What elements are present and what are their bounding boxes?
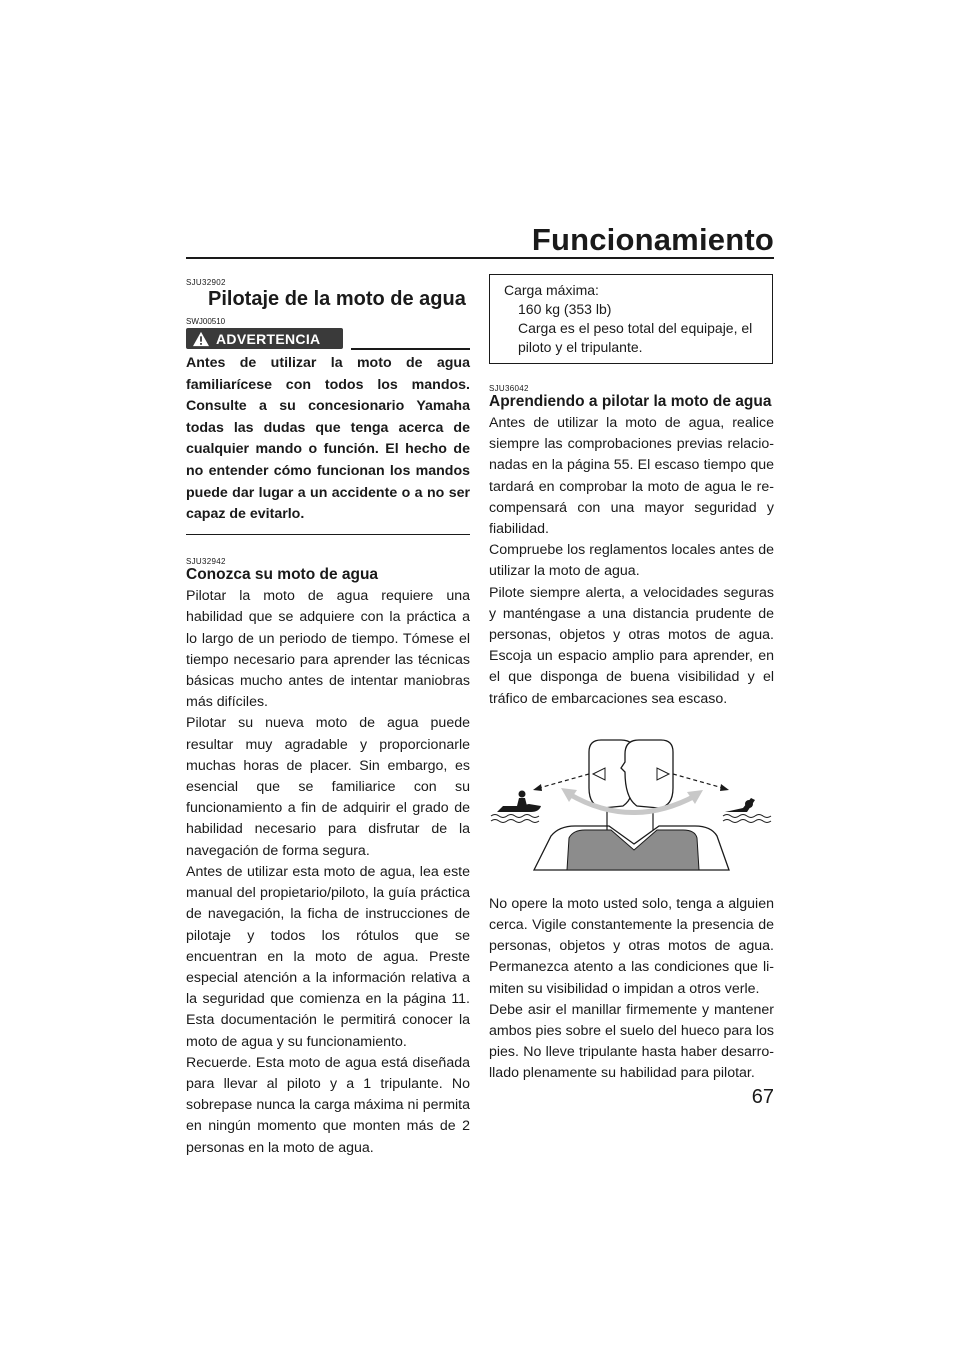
- left-column: [186, 268, 470, 1159]
- arrow-head-right: [720, 784, 729, 791]
- max-load-spec-box: [489, 274, 773, 364]
- warning-bottom-rule: [186, 534, 470, 536]
- paragraph: Pilotar su nueva moto de agua puede resultar muy agradable y proporcionarle muchas horas de placer. Sin embargo, es esencial que se familiarice con su funcionamiento a fin de adquirir el grado de habilidad necesario para disfrutar de la navegación de forma segura.: [186, 715, 470, 859]
- page-number: 67: [751, 1086, 774, 1108]
- warning-triangle-icon: [192, 331, 210, 347]
- life-vest: [567, 830, 699, 870]
- section-title-aprendiendo: Aprendiendo a pilotar la moto de agua: [489, 393, 772, 410]
- section-title-pilotaje: Pilotaje de la moto de agua: [208, 288, 466, 310]
- warning-badge: [186, 328, 343, 349]
- paragraph: Antes de utilizar esta moto de agua, lea este manual del propietario/piloto, la guía práctica de navegación, la ficha de instrucciones de pilotaje y todos los rótulos que se encuentran en la moto de agua. Preste especial atención a la información relativa a la seguridad que comienza en la página 11. Esta documentación le permitirá conocer la moto de agua y su funcionamiento.: [186, 863, 470, 1050]
- warning-top-rule: [351, 348, 470, 350]
- spec-value: 160 kg (353 lb): [518, 301, 612, 317]
- warning-block: [186, 317, 470, 535]
- spec-note: Carga es el peso total del equipaje, el piloto y el tripulante.: [518, 320, 753, 355]
- warning-label: ADVERTENCIA: [216, 330, 321, 347]
- sight-line-left: [539, 774, 589, 788]
- sight-line-right: [673, 774, 723, 788]
- right-column: [489, 268, 774, 1085]
- spec-label: Carga máxima:: [504, 282, 599, 298]
- swimmer-icon: [723, 798, 771, 823]
- paragraph: No opere la moto usted solo, tenga a alguien cerca. Vigile constantemente la presencia de personas, objetos y otras motos de agua. Permanezca atento a las condiciones que limiten su visibilidad o impidan a otros verle.: [489, 895, 774, 997]
- paragraph: Debe asir el manillar firmemente y mantener ambos pies sobre el suelo del hueco para los pies. No lleve tripulante hasta haber desarrollado plenamente su habilidad para pilotar.: [489, 1001, 774, 1082]
- chapter-title: Funcionamiento: [531, 222, 774, 257]
- paragraph: Compruebe los reglamentos locales antes de utilizar la moto de agua.: [489, 542, 774, 580]
- arrow-head-left: [533, 784, 542, 791]
- section-code: SJU32942: [186, 557, 226, 567]
- warning-header: [186, 325, 470, 353]
- section-code: SJU36042: [489, 384, 529, 393]
- header-rule: [186, 257, 774, 259]
- warning-text: Antes de utilizar la moto de agua familiarícese con todos los mandos. Consulte a su concesionario Yamaha todas las dudas que tenga acerca de cualquier mando o función. El hecho de no entender cómo funcionan los mandos puede dar lugar a un accidente o a no ser capaz de evitarlo.: [186, 355, 470, 523]
- watercraft-rider-icon: [491, 790, 541, 822]
- section-title-conozca: Conozca su moto de agua: [186, 566, 379, 584]
- paragraph: Recuerde. Esta moto de agua está diseñada para llevar al piloto y a 1 tripulante. No sobrepase nunca la carga máxima ni permita en ningún momento que monten más de 2 personas en la moto de agua.: [186, 1054, 470, 1156]
- warning-code: SWJ00510: [186, 317, 226, 326]
- paragraph: Pilote siempre alerta, a velocidades seguras y manténgase a una distancia prudente de personas, objetos y otras motos de agua. Escoja un espacio amplio para aprender, en el que disponga de buena visibilidad y el tráfico de embarcaciones sea escaso.: [489, 584, 774, 707]
- section-code: SJU32902: [186, 278, 226, 287]
- rider-lookaround-illustration: [489, 732, 774, 882]
- paragraph: Antes de utilizar la moto de agua, realice siempre las comprobaciones previas relacionadas en la página 55. El escaso tiempo que tardará en comprobar la moto de agua le recompensará con una mayor seguridad y fiabilidad.: [489, 415, 774, 538]
- paragraph: Pilotar la moto de agua requiere una habilidad que se adquiere con la práctica a lo largo de un periodo de tiempo. Tómese el tiempo necesario para aprender las técnicas básicas mucho antes de intentar maniobras más difíciles.: [186, 588, 470, 711]
- illustration-svg: [489, 732, 774, 882]
